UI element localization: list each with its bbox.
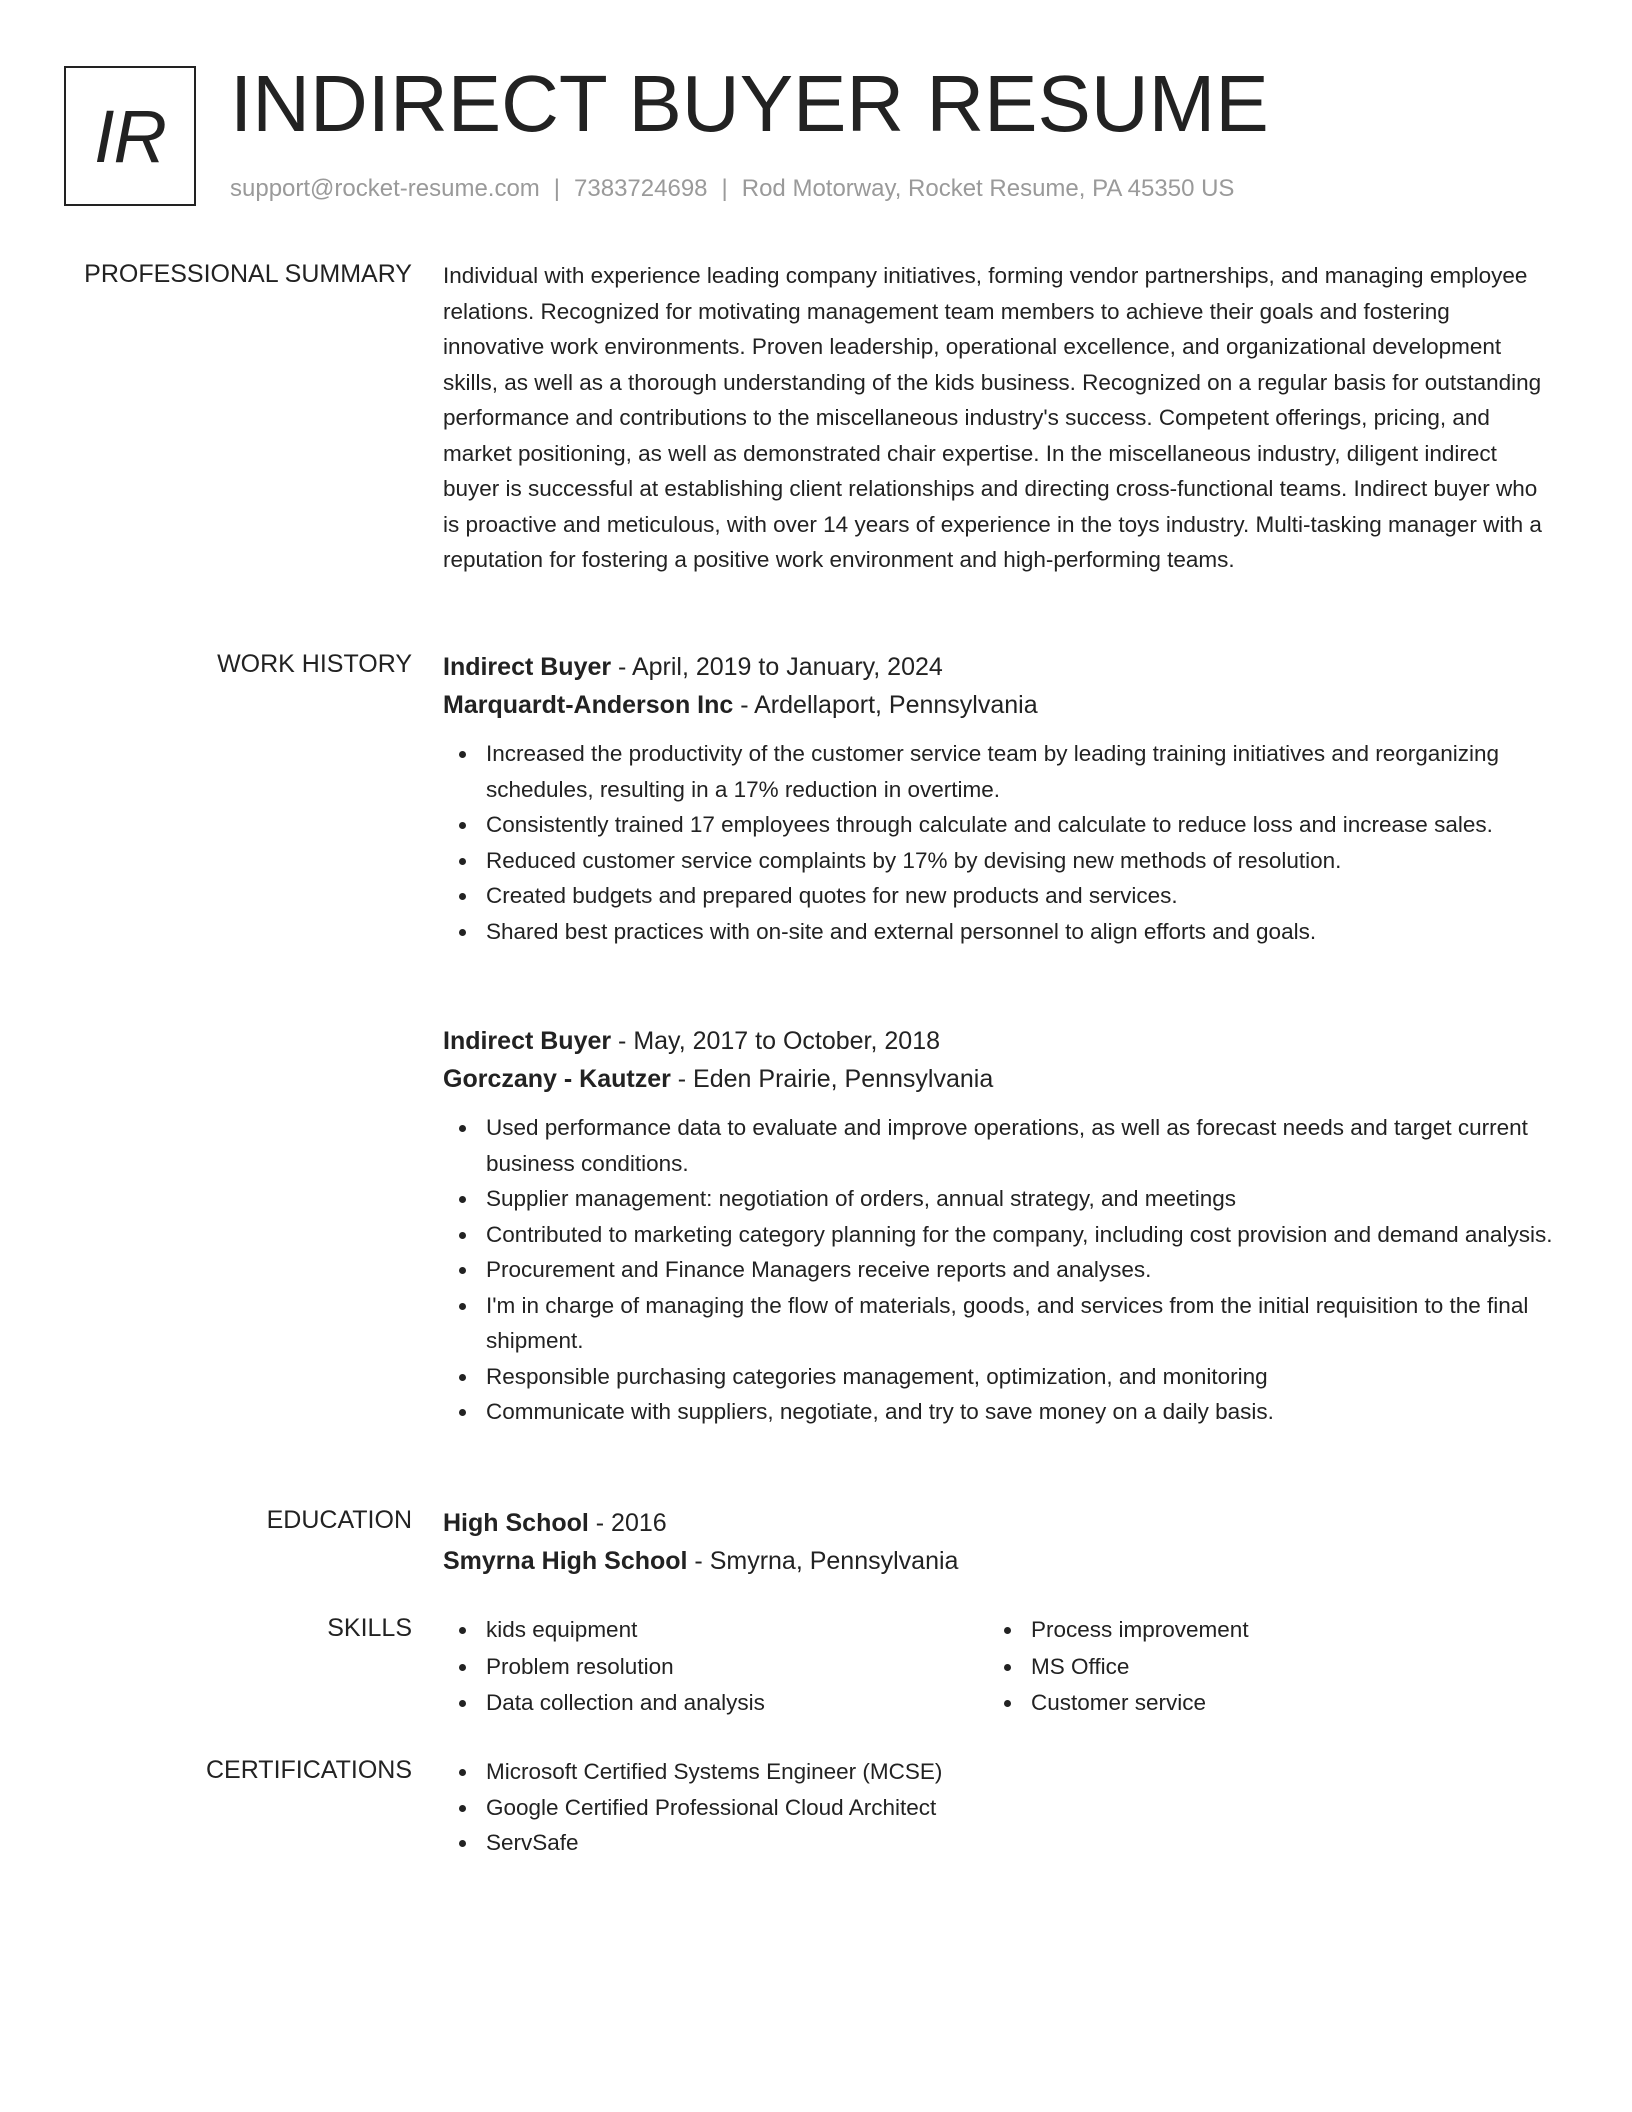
skills-column-left	[443, 1612, 988, 1722]
job-bullet: Responsible purchasing categories management, optimization, and monitoring	[486, 1359, 1553, 1395]
summary-body	[443, 258, 1553, 578]
job-dates: - May, 2017 to October, 2018	[611, 1027, 941, 1055]
job-bullet: Consistently trained 17 employees through calculate and calculate to reduce loss and increase sales.	[486, 807, 1553, 843]
skills-column-right	[988, 1612, 1533, 1722]
job-company-line	[443, 1060, 1553, 1098]
job-title: Indirect Buyer	[443, 1027, 612, 1055]
job-dates: - April, 2019 to January, 2024	[611, 653, 943, 681]
job-bullets	[443, 736, 1553, 949]
education-location: - Smyrna, Pennsylvania	[687, 1547, 959, 1575]
contact-separator: |	[553, 175, 561, 202]
skill-item: Customer service	[1031, 1685, 1533, 1722]
job-bullet: Procurement and Finance Managers receive reports and analyses.	[486, 1252, 1553, 1288]
contact-phone: 7383724698	[574, 175, 708, 202]
work-history-body	[443, 648, 1553, 949]
skill-item: Data collection and analysis	[486, 1685, 988, 1722]
job-title: Indirect Buyer	[443, 653, 612, 681]
job-bullets	[443, 1110, 1553, 1430]
contact-separator: |	[721, 175, 728, 202]
job-bullet: Used performance data to evaluate and improve operations, as well as forecast needs and target current business conditions.	[486, 1110, 1553, 1181]
certifications-list	[443, 1754, 1553, 1861]
job-bullet: I'm in charge of managing the flow of materials, goods, and services from the initial requisition to the final shipment.	[486, 1288, 1553, 1359]
skills-grid	[443, 1612, 1553, 1722]
section-label-certifications: CERTIFICATIONS	[205, 1756, 412, 1784]
job-entry	[443, 1022, 1553, 1430]
job-bullet: Supplier management: negotiation of orders, annual strategy, and meetings	[486, 1181, 1553, 1217]
skill-item: Problem resolution	[486, 1649, 988, 1686]
job-bullet: Contributed to marketing category planning for the company, including cost provision and demand analysis.	[486, 1217, 1553, 1253]
certifications-body	[443, 1754, 1553, 1861]
job-company-line	[443, 686, 1553, 724]
job-bullet: Shared best practices with on-site and external personnel to align efforts and goals.	[486, 914, 1553, 950]
monogram-badge	[64, 66, 196, 206]
job-bullet: Increased the productivity of the customer service team by leading training initiatives and reorganizing schedules, resulting in a 17% reduction in overtime.	[486, 736, 1553, 807]
contact-line	[230, 174, 1234, 204]
skills-list-left	[443, 1612, 988, 1722]
education-body	[443, 1504, 1553, 1580]
job-location: - Ardellaport, Pennsylvania	[733, 691, 1038, 719]
section-label-skills: SKILLS	[327, 1614, 412, 1642]
summary-text: Individual with experience leading company initiatives, forming vendor partnerships, and managing employee relations. Recognized for motivating management team members to achieve their goals and fostering innovative work environments. Proven leadership, operational excellence, and organizational development skills, as well as a thorough understanding of the kids business. Recognized on a regular basis for outstanding performance and contributions to the miscellaneous industry's success. Competent offerings, pricing, and market positioning, as well as demonstrated chair expertise. In the miscellaneous industry, diligent indirect buyer is successful at establishing client relationships and directing cross-functional teams. Indirect buyer who is proactive and meticulous, with over 14 years of experience in the toys industry. Multi-tasking manager with a reputation for fostering a positive work environment and high-performing teams.	[443, 263, 1542, 572]
job-bullet: Reduced customer service complaints by 17% by devising new methods of resolution.	[486, 843, 1553, 879]
section-label-education: EDUCATION	[266, 1506, 412, 1534]
education-school-line	[443, 1542, 1553, 1580]
education-school: Smyrna High School	[443, 1547, 688, 1575]
job-title-line	[443, 648, 1553, 686]
contact-email: support@rocket-resume.com	[230, 175, 540, 202]
skill-item: kids equipment	[486, 1612, 988, 1649]
skill-item: MS Office	[1031, 1649, 1533, 1686]
job-entry	[443, 648, 1553, 949]
contact-address: Rod Motorway, Rocket Resume, PA 45350 US	[741, 175, 1235, 202]
section-label-summary: PROFESSIONAL SUMMARY	[84, 260, 412, 288]
job-title-line	[443, 1022, 1553, 1060]
skills-body	[443, 1612, 1553, 1722]
job-company: Marquardt-Anderson Inc	[443, 691, 734, 719]
job-location: - Eden Prairie, Pennsylvania	[670, 1065, 994, 1093]
job-bullet: Created budgets and prepared quotes for new products and services.	[486, 878, 1553, 914]
job-bullet: Communicate with suppliers, negotiate, and try to save money on a daily basis.	[486, 1394, 1553, 1430]
certification-item: Google Certified Professional Cloud Architect	[486, 1790, 1553, 1826]
skills-list-right	[988, 1612, 1533, 1722]
skill-item: Process improvement	[1031, 1612, 1533, 1649]
certification-item: ServSafe	[486, 1825, 1553, 1861]
job-company: Gorczany - Kautzer	[443, 1065, 671, 1093]
section-label-work-history: WORK HISTORY	[217, 650, 412, 678]
resume-title: INDIRECT BUYER RESUME	[230, 59, 1269, 148]
education-degree-line	[443, 1504, 1553, 1542]
monogram-initials: IR	[94, 94, 166, 178]
education-year: - 2016	[588, 1509, 667, 1537]
certification-item: Microsoft Certified Systems Engineer (MCSE)	[486, 1754, 1553, 1790]
education-degree: High School	[443, 1509, 589, 1537]
work-history-body-2	[443, 1022, 1553, 1430]
